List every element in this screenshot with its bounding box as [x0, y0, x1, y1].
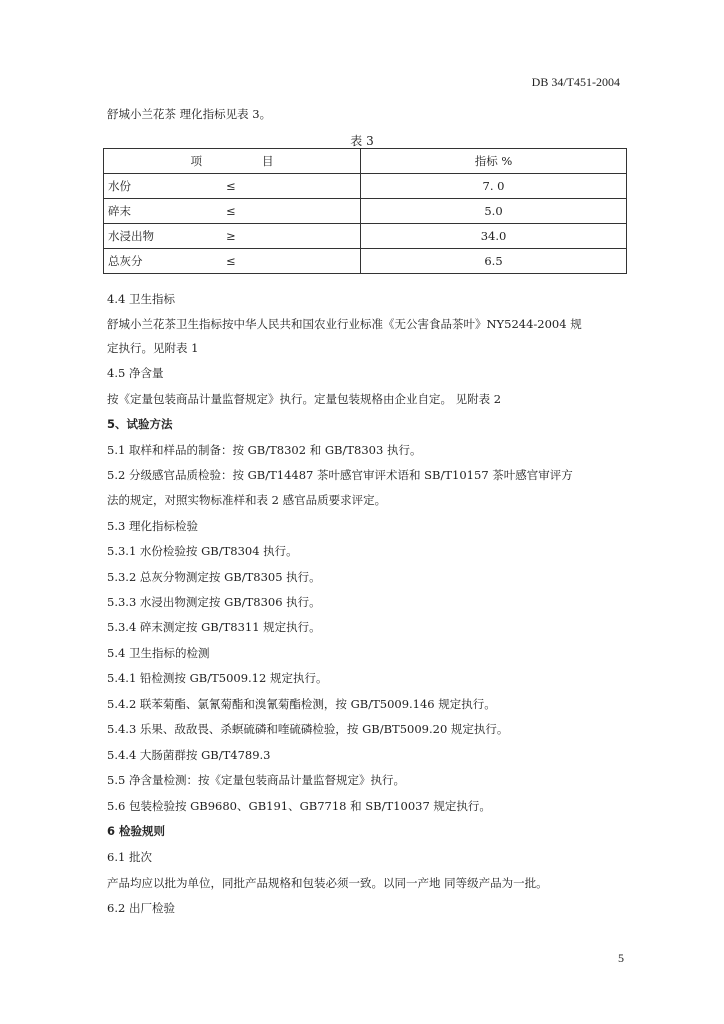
row-operator: ≥	[222, 224, 361, 249]
paragraph-line: 5.2 分级感官品质检验：按 GB/T14487 茶叶感官审评术语和 SB/T10157 茶叶感官审评方	[107, 468, 573, 482]
row-name: 水份	[104, 174, 223, 199]
header-item-a: 项	[190, 154, 202, 168]
row-operator: ≤	[222, 174, 361, 199]
section-5-4-heading: 5.4 卫生指标的检测	[107, 646, 210, 660]
table-row	[104, 249, 627, 274]
standard-code: DB 34/T451-2004	[531, 75, 620, 89]
row-name: 水浸出物	[104, 224, 223, 249]
row-name: 总灰分	[104, 249, 223, 274]
physicochemical-table	[103, 148, 627, 274]
table-row	[104, 199, 627, 224]
row-operator: ≤	[222, 199, 361, 224]
table-row	[104, 224, 627, 249]
row-value: 6.5	[361, 249, 627, 274]
section-6-2-heading: 6.2 出厂检验	[107, 901, 175, 915]
table-caption: 表 3	[350, 134, 374, 148]
row-value: 7. 0	[361, 174, 627, 199]
paragraph-line: 产品均应以批为单位，同批产品规格和包装必须一致。以同一产地 同等级产品为一批。	[107, 876, 548, 890]
section-6-1-heading: 6.1 批次	[107, 850, 152, 864]
section-6-heading: 6 检验规则	[107, 824, 166, 838]
table-header-row	[104, 149, 627, 174]
paragraph-line: 5.3.4 碎末测定按 GB/T8311 规定执行。	[107, 620, 321, 634]
intro-text: 舒城小兰花茶 理化指标见表 3。	[107, 107, 272, 121]
row-name: 碎末	[104, 199, 223, 224]
row-value: 34.0	[361, 224, 627, 249]
table-row	[104, 174, 627, 199]
paragraph-line: 5.3.1 水份检验按 GB/T8304 执行。	[107, 544, 298, 558]
paragraph-line: 5.3.2 总灰分物测定按 GB/T8305 执行。	[107, 570, 321, 584]
page-number: 5	[618, 951, 624, 965]
paragraph-line: 舒城小兰花茶卫生指标按中华人民共和国农业行业标准《无公害食品茶叶》NY5244-2004 规	[107, 317, 582, 331]
paragraph-line: 5.3.3 水浸出物测定按 GB/T8306 执行。	[107, 595, 321, 609]
paragraph-line: 按《定量包装商品计量监督规定》执行。定量包装规格由企业自定。 见附表 2	[107, 392, 502, 406]
row-value: 5.0	[361, 199, 627, 224]
section-4-5-heading: 4.5 净含量	[107, 366, 164, 380]
section-5-heading: 5、试验方法	[107, 417, 173, 431]
paragraph-line: 5.1 取样和样品的制备：按 GB/T8302 和 GB/T8303 执行。	[107, 443, 422, 457]
paragraph-line: 5.6 包装检验按 GB9680、GB191、GB7718 和 SB/T10037 规定执行。	[107, 799, 491, 813]
paragraph-line: 5.4.1 铅检测按 GB/T5009.12 规定执行。	[107, 671, 328, 685]
paragraph-line: 5.5 净含量检测：按《定量包装商品计量监督规定》执行。	[107, 773, 405, 787]
paragraph-line: 5.4.3 乐果、敌敌畏、杀螟硫磷和喹硫磷检验，按 GB/BT5009.20 规定执行。	[107, 722, 509, 736]
section-5-3-heading: 5.3 理化指标检验	[107, 519, 198, 533]
paragraph-line: 法的规定，对照实物标准样和表 2 感官品质要求评定。	[107, 493, 387, 507]
header-item-b: 目	[262, 154, 274, 168]
header-value: 指标 %	[361, 149, 627, 174]
header-item	[104, 149, 361, 174]
paragraph-line: 定执行。见附表 1	[107, 341, 199, 355]
row-operator: ≤	[222, 249, 361, 274]
paragraph-line: 5.4.4 大肠菌群按 GB/T4789.3	[107, 748, 271, 762]
section-4-4-heading: 4.4 卫生指标	[107, 292, 175, 306]
paragraph-line: 5.4.2 联苯菊酯、氯氰菊酯和溴氰菊酯检测，按 GB/T5009.146 规定执行。	[107, 697, 496, 711]
